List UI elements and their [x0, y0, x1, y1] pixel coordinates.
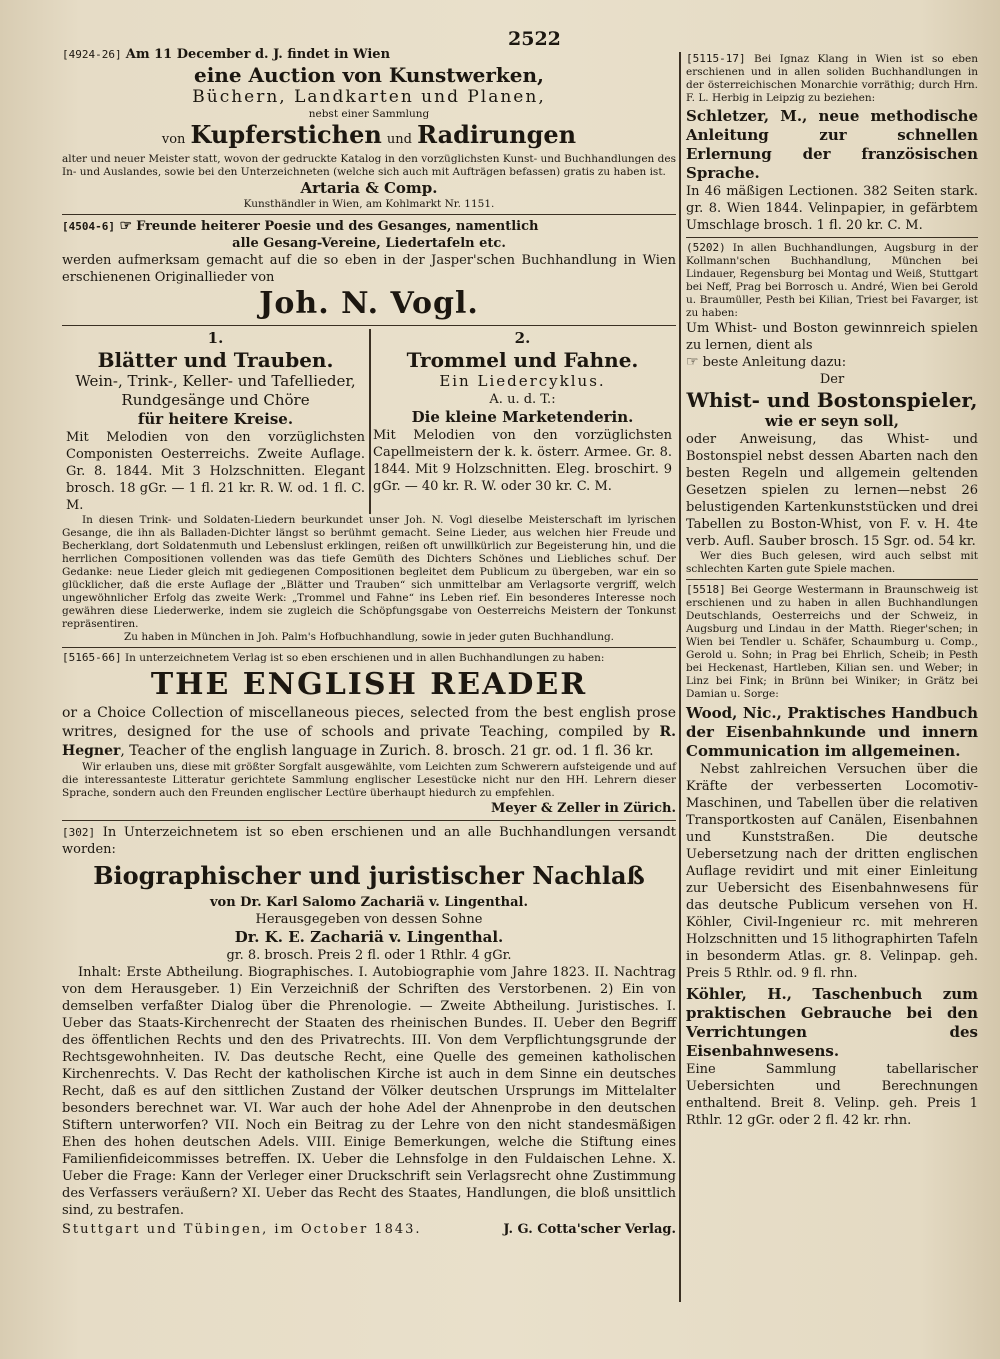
- review-footer: Zu haben in München in Joh. Palm's Hofbuchhandlung, sowie in jeder guten Buchhandlung.: [123, 631, 615, 643]
- whist-line: Um Whist- und Boston gewinnreich spielen zu lernen, dient als: [686, 321, 978, 353]
- book-number: 1.: [207, 329, 224, 347]
- auction-firm: Artaria & Comp.: [300, 179, 438, 197]
- whist-body: oder Anweisung, das Whist- und Bostonspiel nebst dessen Abarten nach den besten Regeln und allgemein geltenden Gesetzen spielen zu lernen—nebst 26 belustigenden Kartenkunststücken und drei Tabellen zu Boston-Whist, von F. v. H. 4te verb. Aufl. Sauber brosch. 15 Sgr. od. 54 kr.: [686, 432, 978, 549]
- review-text: In diesen Trink- und Soldaten-Liedern beurkundet unser Joh. N. Vogl dieselbe Meisterschaft im lyrischen Gesange, die ihn als Balladen-Dichter längst so berühmt gemacht. Seine Lieder, aus welchen hier Freude und Becherklang, dort Soldatenmuth und Lebenslust erklingen, reißen oft unwillkürlich zur Begeisterung hin, und die herrlichen Compositionen vollenden was das tiefe Gemüth des Dichters Schönes und Liebliches schuf. Der Gedanke: neue Lieder gleich mit gediegenen Compositionen begleitet dem Publicum zu übergeben, war ein so glücklicher, daß die erste Auflage der „Blätter und Trauben“ sich unmittelbar am Verlagsorte vergriff, welch ungewöhnlicher Erfolg das zweite Werk: „Trommel und Fahne“ ins Leben rief. Ein besonderes Interesse noch gewähren diese Liederwerke, indem sie zugleich die Schöpfungsgabe von Oesterreichs Meistern der Tonkunst repräsentiren.: [62, 514, 676, 630]
- zachariae-editor-name: Dr. K. E. Zachariä v. Lingenthal.: [234, 928, 504, 946]
- auction-line: Büchern, Landkarten und Planen,: [192, 87, 546, 107]
- author-name: Joh. N. Vogl.: [259, 286, 479, 321]
- ad-intro: Am 11 December d. J. findet in Wien: [125, 47, 391, 62]
- page-number: 2522: [508, 28, 561, 50]
- koehler-body: Eine Sammlung tabellarischer Uebersichten und Berechnungen enthaltend. Breit 8. Velinp. geh. Preis 1 Rthlr. 12 gGr. oder 2 fl. 42 kr. rhn.: [686, 1062, 978, 1128]
- ad-ref: [5115-17]: [686, 52, 746, 65]
- auction-word: von: [161, 132, 186, 147]
- auction-word: und: [386, 132, 412, 147]
- ad-intro: In allen Buchhandlungen, Augsburg in der Kollmann'schen Buchhandlung, München bei Lindauer, Regensburg bei Montag und Weiß, Stuttgart bei Neff, Prag bei Borrosch u. André, Wien bei Gerold u. Braumüller, Pesth bei Kilian, Triest bei Favarger, ist zu haben:: [686, 242, 978, 319]
- whist-der: Der: [819, 372, 845, 387]
- english-reader-author: R. Hegner: [62, 724, 677, 759]
- book-subtitle: für heitere Kreise.: [137, 410, 294, 428]
- book-2: [369, 329, 676, 514]
- pointing-hand-icon: ☞: [119, 218, 133, 234]
- left-column: [62, 46, 676, 1238]
- zachariae-contents: Inhalt: Erste Abtheilung. Biographisches. I. Autobiographie vom Jahre 1823. II. Nachtrag von dem Herausgeber. 1) Ein Verzeichniß der Schriften des Verstorbenen. 2) Ein von demselben verfaßter Dialog über die Phrenologie. — Zweite Abtheilung. Juristisches. I. Ueber das Staats-Kirchenrecht der Staaten des rheinischen Bundes. II. Ueber den Begriff des öffentlichen Rechts und den des Privatrechts. III. Von dem Verpflichtungsgrunde der Rechtsgewohnheiten. IV. Das deutsche Recht, eine Quelle des gemeinen katholischen Kirchenrechts. V. Das Recht der katholischen Kirche ist auch in dem Sinne ein deutsches Recht, daß es auf den sittlichen Zustand der Völker deutschen Ursprungs im Mittelalter besonders berechnet war. VI. War auch der hohe Adel der Ahnenprobe in den deutschen Stiftern unterworfen? VII. Noch ein Beitrag zu der Lehre von den nicht standesmäßigen Ehen des hohen deutschen Adels. VIII. Einige Bemerkungen, welche die Stiftung eines Familienfideicommisses betreffen. IX. Ueber die Lehnsfolge in den Fuldaischen Lehne. X. Ueber die Frage: Kann der Verleger einer Druckschrift sein Verlagsrecht ohne Zustimmung des Verfassers veräußern? XI. Ueber das Recht des Staates, Handlungen, die bloß unsittlich sind, zu bestrafen.: [62, 965, 676, 1218]
- ad-intro: Bei George Westermann in Braunschweig ist erschienen und zu haben in allen Buchhandlungen Deutschlands, Oesterreichs und der Schweiz, in Augsburg und Lindau in der Matth. Rieger'schen; in Wien bei Tendler u. Schäfer, Schaumburg u. Comp., Gerold u. Sohn; in Prag bei Ehrlich, Scheib; in Pesth bei Heckenast, Hartleben, Kilian sen. und Weber; in Linz bei Fink; in Brünn bei Winiker; in Grätz bei Damian u. Sorge:: [686, 584, 978, 700]
- auction-line: nebst einer Sammlung: [308, 108, 430, 120]
- book-alt-label: A. u. d. T.:: [489, 392, 556, 407]
- english-reader-firm: Meyer & Zeller in Zürich.: [491, 801, 676, 816]
- auction-advertisement: [62, 46, 676, 211]
- separator: [62, 820, 676, 821]
- book-title: Trommel und Fahne.: [406, 348, 639, 372]
- english-reader-title: THE ENGLISH READER: [150, 667, 588, 702]
- zachariae-title: Biographischer und juristischer Nachlaß: [93, 861, 645, 890]
- whist-line: beste Anleitung dazu:: [702, 355, 847, 370]
- book-subtitle: Wein-, Trink-, Keller- und Tafellieder, Rundgesänge und Chöre: [75, 372, 356, 409]
- auction-body: alter und neuer Meister statt, wovon der gedruckte Katalog in den vorzüglichsten Kunst- und Buchhandlungen des In- und Auslandes, sowie bei den Unterzeichneten (welche sich auch mit Aufträgen befassen) gratis zu haben ist.: [62, 153, 676, 178]
- book-columns: [62, 329, 676, 514]
- right-column: [686, 52, 978, 1129]
- schletzer-title: Schletzer, M., neue methodische Anleitung zur schnellen Erlernung der französischen Sprache.: [686, 107, 978, 182]
- zachariae-footer-place: Stuttgart und Tübingen, im October 1843.: [62, 1222, 422, 1237]
- ad-intro: In unterzeichnetem Verlag ist so eben erschienen und in allen Buchhandlungen zu haben:: [124, 652, 605, 664]
- whist-subtitle: wie er seyn soll,: [765, 412, 899, 430]
- ad-ref: [5518]: [686, 583, 726, 596]
- zachariae-editor: Herausgegeben von dessen Sohne: [255, 912, 483, 927]
- wood-title: Wood, Nic., Praktisches Handbuch der Eisenbahnkunde und innern Communication im allgemeinen.: [686, 704, 978, 760]
- separator: [686, 237, 978, 238]
- pointing-hand-icon: ☞: [686, 354, 699, 370]
- zachariae-footer-firm: J. G. Cotta'scher Verlag.: [503, 1222, 676, 1237]
- whist-title: Whist- und Bostonspieler,: [686, 388, 978, 412]
- ad-line: Freunde heiterer Poesie und des Gesanges, namentlich: [136, 219, 539, 234]
- ad-intro: Bei Ignaz Klang in Wien ist so eben erschienen und in allen soliden Buchhandlungen in der österreichischen Monarchie vorräthig; durch Hrn. F. L. Herbig in Leipzig zu beziehen:: [686, 53, 978, 104]
- zachariae-author: von Dr. Karl Salomo Zachariä v. Lingenthal.: [209, 895, 529, 910]
- book-details: Mit Melodien von den vorzüglichsten Componisten Oesterreichs. Zweite Auflage. Gr. 8. 1844. Mit 3 Holzschnitten. Elegant brosch. 18 gGr. — 1 fl. 21 kr. R. W. od. 1 fl. C. M.: [66, 430, 365, 513]
- english-reader-body: , Teacher of the english language in Zurich. 8. brosch. 21 gr. od. 1 fl. 36 kr.: [120, 743, 654, 759]
- ad-ref: [5165-66]: [62, 651, 122, 664]
- whist-advertisement: [686, 241, 978, 576]
- zachariae-price: gr. 8. brosch. Preis 2 fl. oder 1 Rthlr. 4 gGr.: [226, 948, 512, 963]
- westermann-advertisement: [686, 583, 978, 1129]
- book-alt-title: Die kleine Marketenderin.: [411, 408, 634, 426]
- auction-title: eine Auction von Kunstwerken,: [193, 63, 545, 87]
- separator: [686, 579, 978, 580]
- vogl-advertisement: [62, 218, 676, 644]
- separator: [62, 214, 676, 215]
- schletzer-advertisement: [686, 52, 978, 234]
- book-subtitle: Ein Liedercyklus.: [439, 372, 606, 390]
- ad-ref: [4924-26]: [62, 48, 122, 61]
- ad-intro: In Unterzeichnetem ist so eben erschienen und an alle Buchhandlungen versandt worden:: [62, 825, 676, 857]
- ad-line: werden aufmerksam gemacht auf die so eben in der Jasper'schen Buchhandlung in Wien erschienenen Originallieder von: [62, 253, 676, 285]
- schletzer-body: In 46 mäßigen Lectionen. 382 Seiten stark. gr. 8. Wien 1844. Velinpapier, in gefärbtem Umschlage brosch. 1 fl. 20 kr. C. M.: [686, 184, 978, 233]
- separator: [62, 325, 676, 326]
- separator: [62, 647, 676, 648]
- koehler-title: Köhler, H., Taschenbuch zum praktischen Gebrauche bei den Verrichtungen des Eisenbahnwesens.: [686, 985, 978, 1060]
- book-divider: [369, 329, 371, 514]
- auction-word: Radirungen: [417, 120, 577, 149]
- wood-body: Nebst zahlreichen Versuchen über die Kräfte der verbesserten Locomotiv-Maschinen, und Tabellen über die relativen Transportkosten auf Canälen, Eisenbahnen und Kunststraßen. Die deutsche Uebersetzung nach der dritten englischen Auflage revidirt und mit einer Einleitung zur Uebersicht des Eisenbahnwesens für das deutsche Publicum versehen von H. Köhler, Civil-Ingenieur rc. mit mehreren Holzschnitten und 15 lithographirten Tafeln in besonderm Atlas. gr. 8. Velinpap. geh. Preis 5 Rthlr. od. 9 fl. rhn.: [686, 762, 978, 981]
- auction-word: Kupferstichen: [190, 120, 382, 149]
- english-reader-note: Wir erlauben uns, diese mit größter Sorgfalt ausgewählte, vom Leichten zum Schwerern aufsteigende und auf die interessanteste Litteratur gerichtete Sammlung englischer Lesestücke nicht nur den HH. Lehrern dieser Sprache, sondern auch den Freunden englischer Lectüre überhaupt hiedurch zu empfehlen.: [62, 761, 676, 799]
- zachariae-advertisement: [62, 824, 676, 1238]
- ad-ref: [302]: [62, 826, 96, 839]
- ad-ref: [4504-6]: [62, 220, 115, 233]
- english-reader-advertisement: [62, 651, 676, 817]
- ad-ref: (5202): [686, 241, 726, 254]
- whist-note: Wer dies Buch gelesen, wird auch selbst mit schlechten Karten gute Spiele machen.: [686, 550, 978, 575]
- ad-line: alle Gesang-Vereine, Liedertafeln etc.: [232, 236, 506, 251]
- book-details: Mit Melodien von den vorzüglichsten Capellmeistern der k. k. österr. Armee. Gr. 8. 1844. Mit 9 Holzschnitten. Eleg. broschirt. 9 gGr. — 40 kr. R. W. oder 30 kr. C. M.: [373, 428, 672, 494]
- column-divider: [679, 52, 681, 1302]
- book-number: 2.: [514, 329, 531, 347]
- book-title: Blätter und Trauben.: [97, 348, 334, 372]
- english-reader-body: or a Choice Collection of miscellaneous pieces, selected from the best english prose writres, designed for the use of schools and private Teaching, compiled by: [62, 705, 676, 740]
- auction-firm-address: Kunsthändler in Wien, am Kohlmarkt Nr. 1151.: [243, 198, 495, 210]
- book-1: [62, 329, 369, 514]
